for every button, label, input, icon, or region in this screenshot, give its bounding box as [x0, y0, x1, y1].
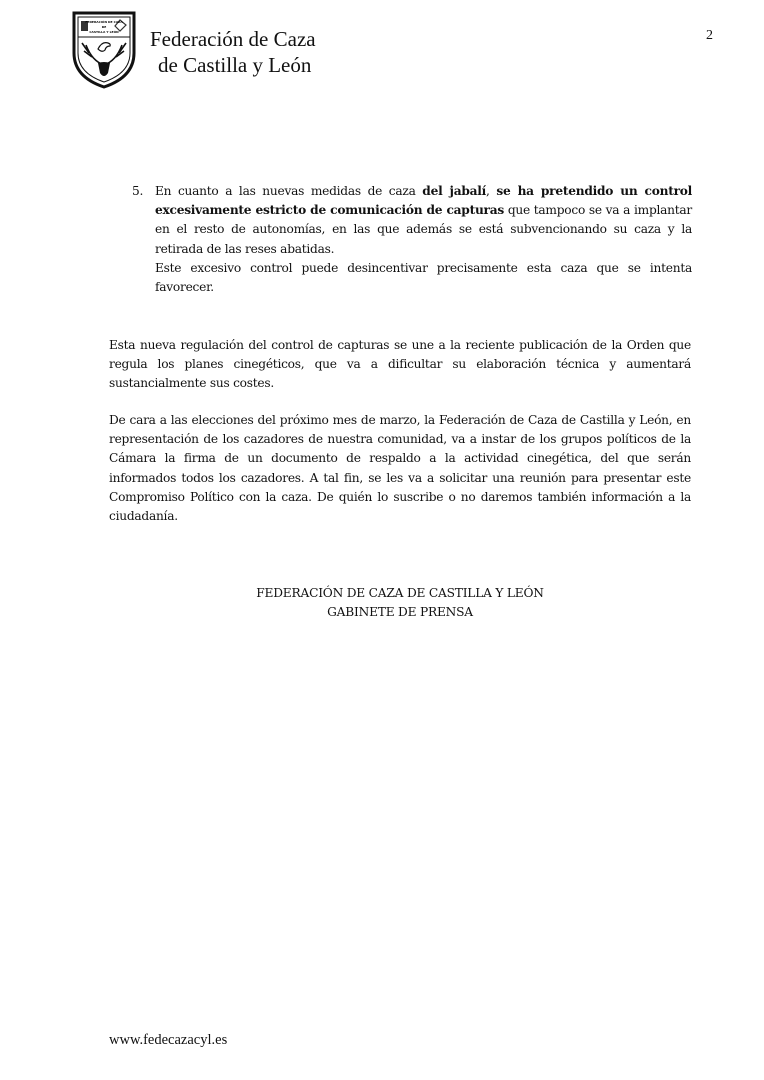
bold-text-run: del jabalí — [422, 184, 487, 198]
text-run: , — [486, 184, 497, 198]
page-number: 2 — [706, 28, 713, 43]
logo-text-1: FEDERACIÓN DE CAZA — [85, 20, 123, 24]
organization-name — [150, 26, 316, 78]
signature-line2: GABINETE DE PRENSA — [327, 605, 473, 619]
bold-text-run: se ha pretendido un control excesivamente estricto de comunicación de capturas — [155, 184, 693, 218]
org-name-line2: de Castilla y León — [158, 53, 312, 77]
list-item-5 — [132, 182, 692, 297]
text-run: que tampoco se va a implantar en el resto de autonomías, en las que además se está subvencionando su caza y la retirada de las reses abatidas. — [155, 203, 693, 256]
org-name-line1: Federación de Caza — [150, 27, 316, 51]
paragraph-elections: De cara a las elecciones del próximo mes de marzo, la Federación de Caza de Castilla y León, en representación de los cazadores de nuestra comunidad, va a instar de los grupos políticos de la Cámara la firma de un documento de respaldo a la actividad cinegética, del que serán informados todos los cazadores. A tal fin, se les va a solicitar una reunión para presentar este Compromiso Político con la caza. De quién lo suscribe o no daremos también información a la ciudadanía. — [109, 413, 691, 524]
paragraph-capture-regulation: Esta nueva regulación del control de capturas se une a la reciente publicación de la Orden que regula los planes cinegéticos, que va a dificultar su elaboración técnica y aumentará sustancialmente sus costes. — [109, 338, 691, 391]
text-run: Este excesivo control puede desincentivar precisamente esta caza que se intenta favorecer. — [155, 260, 692, 295]
footer-website: www.fedecazacyl.es — [109, 1032, 228, 1048]
signature-line1: FEDERACIÓN DE CAZA DE CASTILLA Y LEÓN — [256, 586, 544, 600]
signature-block — [109, 584, 691, 622]
federation-logo — [70, 9, 138, 89]
logo-text-3: CASTILLA Y LEÓN — [89, 30, 119, 34]
logo-text-2: DE — [101, 25, 107, 29]
list-item-text — [155, 182, 692, 297]
text-run: En cuanto a las nuevas medidas de caza — [155, 184, 423, 198]
list-item-number: 5. — [132, 184, 144, 198]
